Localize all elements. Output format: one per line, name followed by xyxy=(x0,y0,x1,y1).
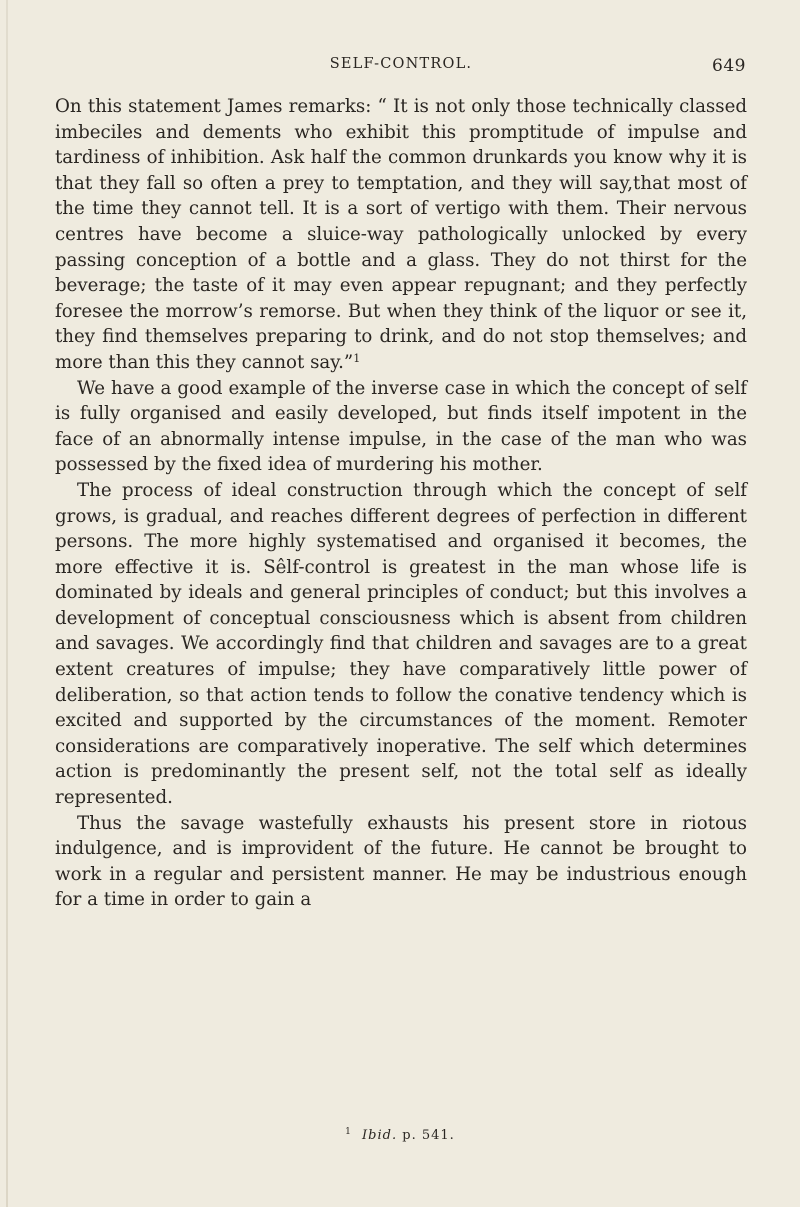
page-header xyxy=(56,56,746,80)
page-edge xyxy=(6,0,8,1207)
running-title: SELF-CONTROL. xyxy=(329,56,473,72)
body-text xyxy=(55,94,747,913)
footnote xyxy=(0,1127,800,1143)
paragraph-1 xyxy=(55,94,747,376)
paragraph-3-text: The process of ideal construction through which the concept of self grows, is gradual, and reaches different degrees of perfection in different persons. The more highly systematised and organised it becomes, the more effective it is. Sêlf-control is greatest in the man whose life is dominated by ideals and general principles of conduct; but this involves a development of conceptual consciousness which is absent from children and savages. We accordingly find that children and savages are to a great extent creatures of impulse; they have comparatively little power of deliberation, so that action tends to follow the conative tendency which is excited and supported by the circumstances of the moment. Remoter considerations are comparatively inoperative. The self which determines action is predominantly the present self, not the total self as ideally represented. xyxy=(55,479,747,809)
paragraph-1-text: On this statement James remarks: “ It is not only those technically classed imbeciles and dements who exhibit this promptitude of impulse and tardiness of inhibition. Ask half the common drunkards you know why it is that they fall so often a prey to temptation, and they will say,that most of the time they cannot tell. It is a sort of vertigo with them. Their nervous centres have become a sluice-way pathologically unlocked by every passing conception of a bottle and a glass. They do not thirst for the beverage; the taste of it may even appear repugnant; and they perfectly foresee the morrow’s remorse. But when they think of the liquor or see it, they find themselves preparing to drink, and do not stop themselves; and more than this they cannot say.” xyxy=(55,96,747,373)
paragraph-3 xyxy=(55,478,747,811)
paragraph-4 xyxy=(55,811,747,913)
footnote-mark: 1 xyxy=(345,1127,352,1137)
footnote-page: p. 541. xyxy=(402,1128,455,1143)
page-number: 649 xyxy=(712,56,746,76)
footnote-reference: 1 xyxy=(353,351,361,365)
footnote-source: Ibid. xyxy=(362,1128,398,1143)
paragraph-2-text: We have a good example of the inverse case in which the concept of self is fully organised and easily developed, but finds itself impotent in the face of an abnormally intense impulse, in the case of the man who was possessed by the fixed idea of murdering his mother. xyxy=(55,377,747,476)
paragraph-4-text: Thus the savage wastefully exhausts his present store in riotous indulgence, and is improvident of the future. He cannot be brought to work in a regular and persistent manner. He may be industrious enough for a time in order to gain a xyxy=(55,812,747,911)
paragraph-2 xyxy=(55,376,747,478)
